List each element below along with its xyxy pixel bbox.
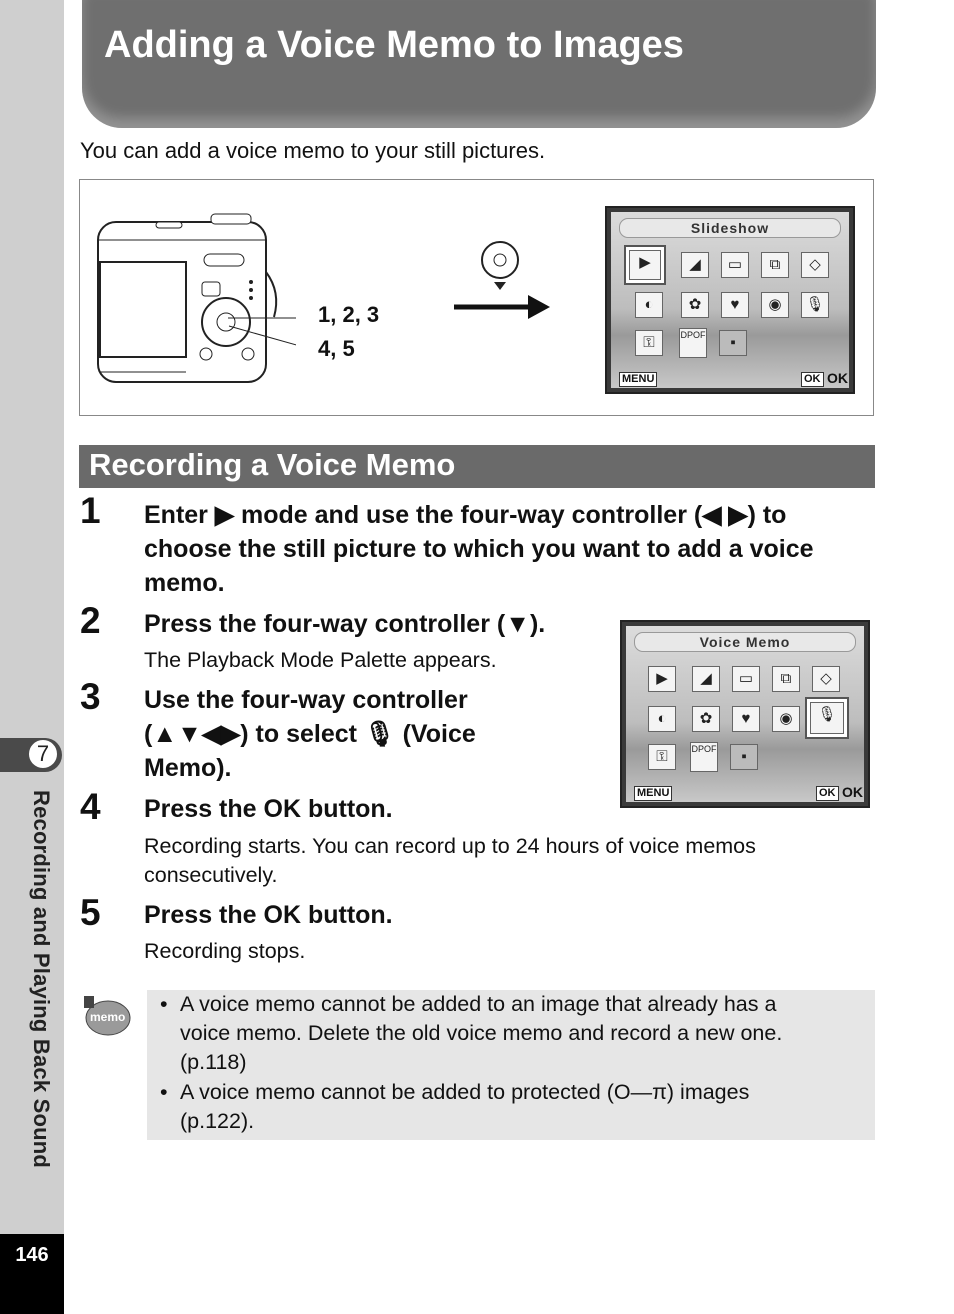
dpof-label: DPOF xyxy=(691,744,717,754)
chapter-title: Recording and Playing Back Sound xyxy=(29,790,54,1169)
ok-key-label: OK xyxy=(801,372,824,387)
digital-filter-icon: ◐ xyxy=(648,706,676,732)
red-eye-icon: ◉ xyxy=(772,706,800,732)
memo-note-line: A voice memo cannot be added to an image that already has a xyxy=(180,992,777,1016)
callout-steps-4-5: 4, 5 xyxy=(318,336,355,361)
step-heading-line: Memo). xyxy=(144,754,232,782)
memo-note-line: (p.118) xyxy=(180,1050,247,1074)
ok-text: OK xyxy=(842,784,863,800)
step-heading: Press the OK button. xyxy=(144,901,393,929)
ok-text: OK xyxy=(827,370,848,386)
resize-icon: ◢ xyxy=(681,252,709,278)
step-body-line: Recording starts. You can record up to 24 hours of voice memos xyxy=(144,834,756,858)
bullet-marker: • xyxy=(160,992,168,1016)
step-heading: Press the OK button. xyxy=(144,795,393,823)
screen-title-voice-memo: Voice Memo xyxy=(634,632,856,652)
voice-memo-icon: 🎙 xyxy=(801,292,829,318)
page-number: 146 xyxy=(15,1244,49,1266)
step-number: 1 xyxy=(80,490,101,531)
callout-steps-1-2-3: 1, 2, 3 xyxy=(318,302,380,327)
frame-composite-icon: ♥ xyxy=(732,706,760,732)
red-eye-icon: ◉ xyxy=(761,292,789,318)
memo-note-line: A voice memo cannot be added to protected (O—π) images xyxy=(180,1080,750,1104)
memo-icon-label: memo xyxy=(90,1010,126,1024)
image-copy-icon: ⧉ xyxy=(772,666,800,692)
step-body xyxy=(144,832,756,890)
arrow-right-icon xyxy=(452,292,552,322)
rotate-icon: ◇ xyxy=(812,666,840,692)
rotate-icon: ◇ xyxy=(801,252,829,278)
step-number: 4 xyxy=(80,786,101,827)
protect-icon: ⚿ xyxy=(648,744,676,770)
step-heading xyxy=(144,683,564,785)
ok-key-label: OK xyxy=(816,786,839,801)
digital-filter-icon: ◐ xyxy=(635,292,663,318)
cropping-icon: ▭ xyxy=(721,252,749,278)
color-filter-icon: ✿ xyxy=(681,292,709,318)
four-way-controller-down-icon xyxy=(476,238,524,290)
color-filter-icon: ✿ xyxy=(692,706,720,732)
memo-note-line: voice memo. Delete the old voice memo and record a new one. xyxy=(180,1021,783,1045)
menu-key-label: MENU xyxy=(619,372,657,387)
step-body: Recording stops. xyxy=(144,939,306,963)
illustration-box xyxy=(79,179,874,416)
step-number: 3 xyxy=(80,676,101,717)
step-heading: Press the four-way controller (▼). xyxy=(144,610,546,638)
step-heading-line: (▲▼◀▶) to select 🎙 (Voice xyxy=(144,720,476,748)
dpof-label: DPOF xyxy=(680,330,706,340)
memo-note-1 xyxy=(180,990,870,1077)
step-number: 5 xyxy=(80,892,101,933)
menu-key-label: MENU xyxy=(634,786,672,801)
step-heading-line: choose the still picture to which you want to add a voice xyxy=(144,535,814,563)
cropping-icon: ▭ xyxy=(732,666,760,692)
memo-note-line: (p.122). xyxy=(180,1109,255,1133)
playback-palette-screen-slideshow xyxy=(605,206,855,394)
slideshow-icon: ▶ xyxy=(648,666,676,692)
memo-note-2 xyxy=(180,1078,870,1136)
step-heading-line: Enter ▶ mode and use the four-way controller (◀ ▶) to xyxy=(144,501,787,529)
playback-palette-screen-voice-memo xyxy=(620,620,870,808)
slideshow-icon: ▶ xyxy=(629,250,661,280)
step-number: 2 xyxy=(80,600,101,641)
start-up-screen-icon: ▪ xyxy=(730,744,758,770)
dpof-icon xyxy=(679,328,707,358)
voice-memo-icon-selected: 🎙 xyxy=(810,702,844,734)
start-up-screen-icon: ▪ xyxy=(719,330,747,356)
step-body-line: consecutively. xyxy=(144,863,278,887)
protect-icon: ⚿ xyxy=(635,330,663,356)
step-heading-line: memo. xyxy=(144,569,225,597)
frame-composite-icon: ♥ xyxy=(721,292,749,318)
camera-back-icon xyxy=(96,212,296,387)
page-title: Adding a Voice Memo to Images xyxy=(104,24,684,66)
dpof-icon xyxy=(690,742,718,772)
resize-icon: ◢ xyxy=(692,666,720,692)
screen-title-slideshow: Slideshow xyxy=(619,218,841,238)
step-heading xyxy=(144,498,884,600)
memo-icon xyxy=(82,994,132,1038)
step-body: The Playback Mode Palette appears. xyxy=(144,648,497,672)
chapter-number: 7 xyxy=(27,738,59,770)
bullet-marker: • xyxy=(160,1080,168,1104)
section-title: Recording a Voice Memo xyxy=(89,447,456,482)
intro-text: You can add a voice memo to your still pictures. xyxy=(80,138,546,163)
step-heading-line: Use the four-way controller xyxy=(144,686,468,714)
image-copy-icon: ⧉ xyxy=(761,252,789,278)
